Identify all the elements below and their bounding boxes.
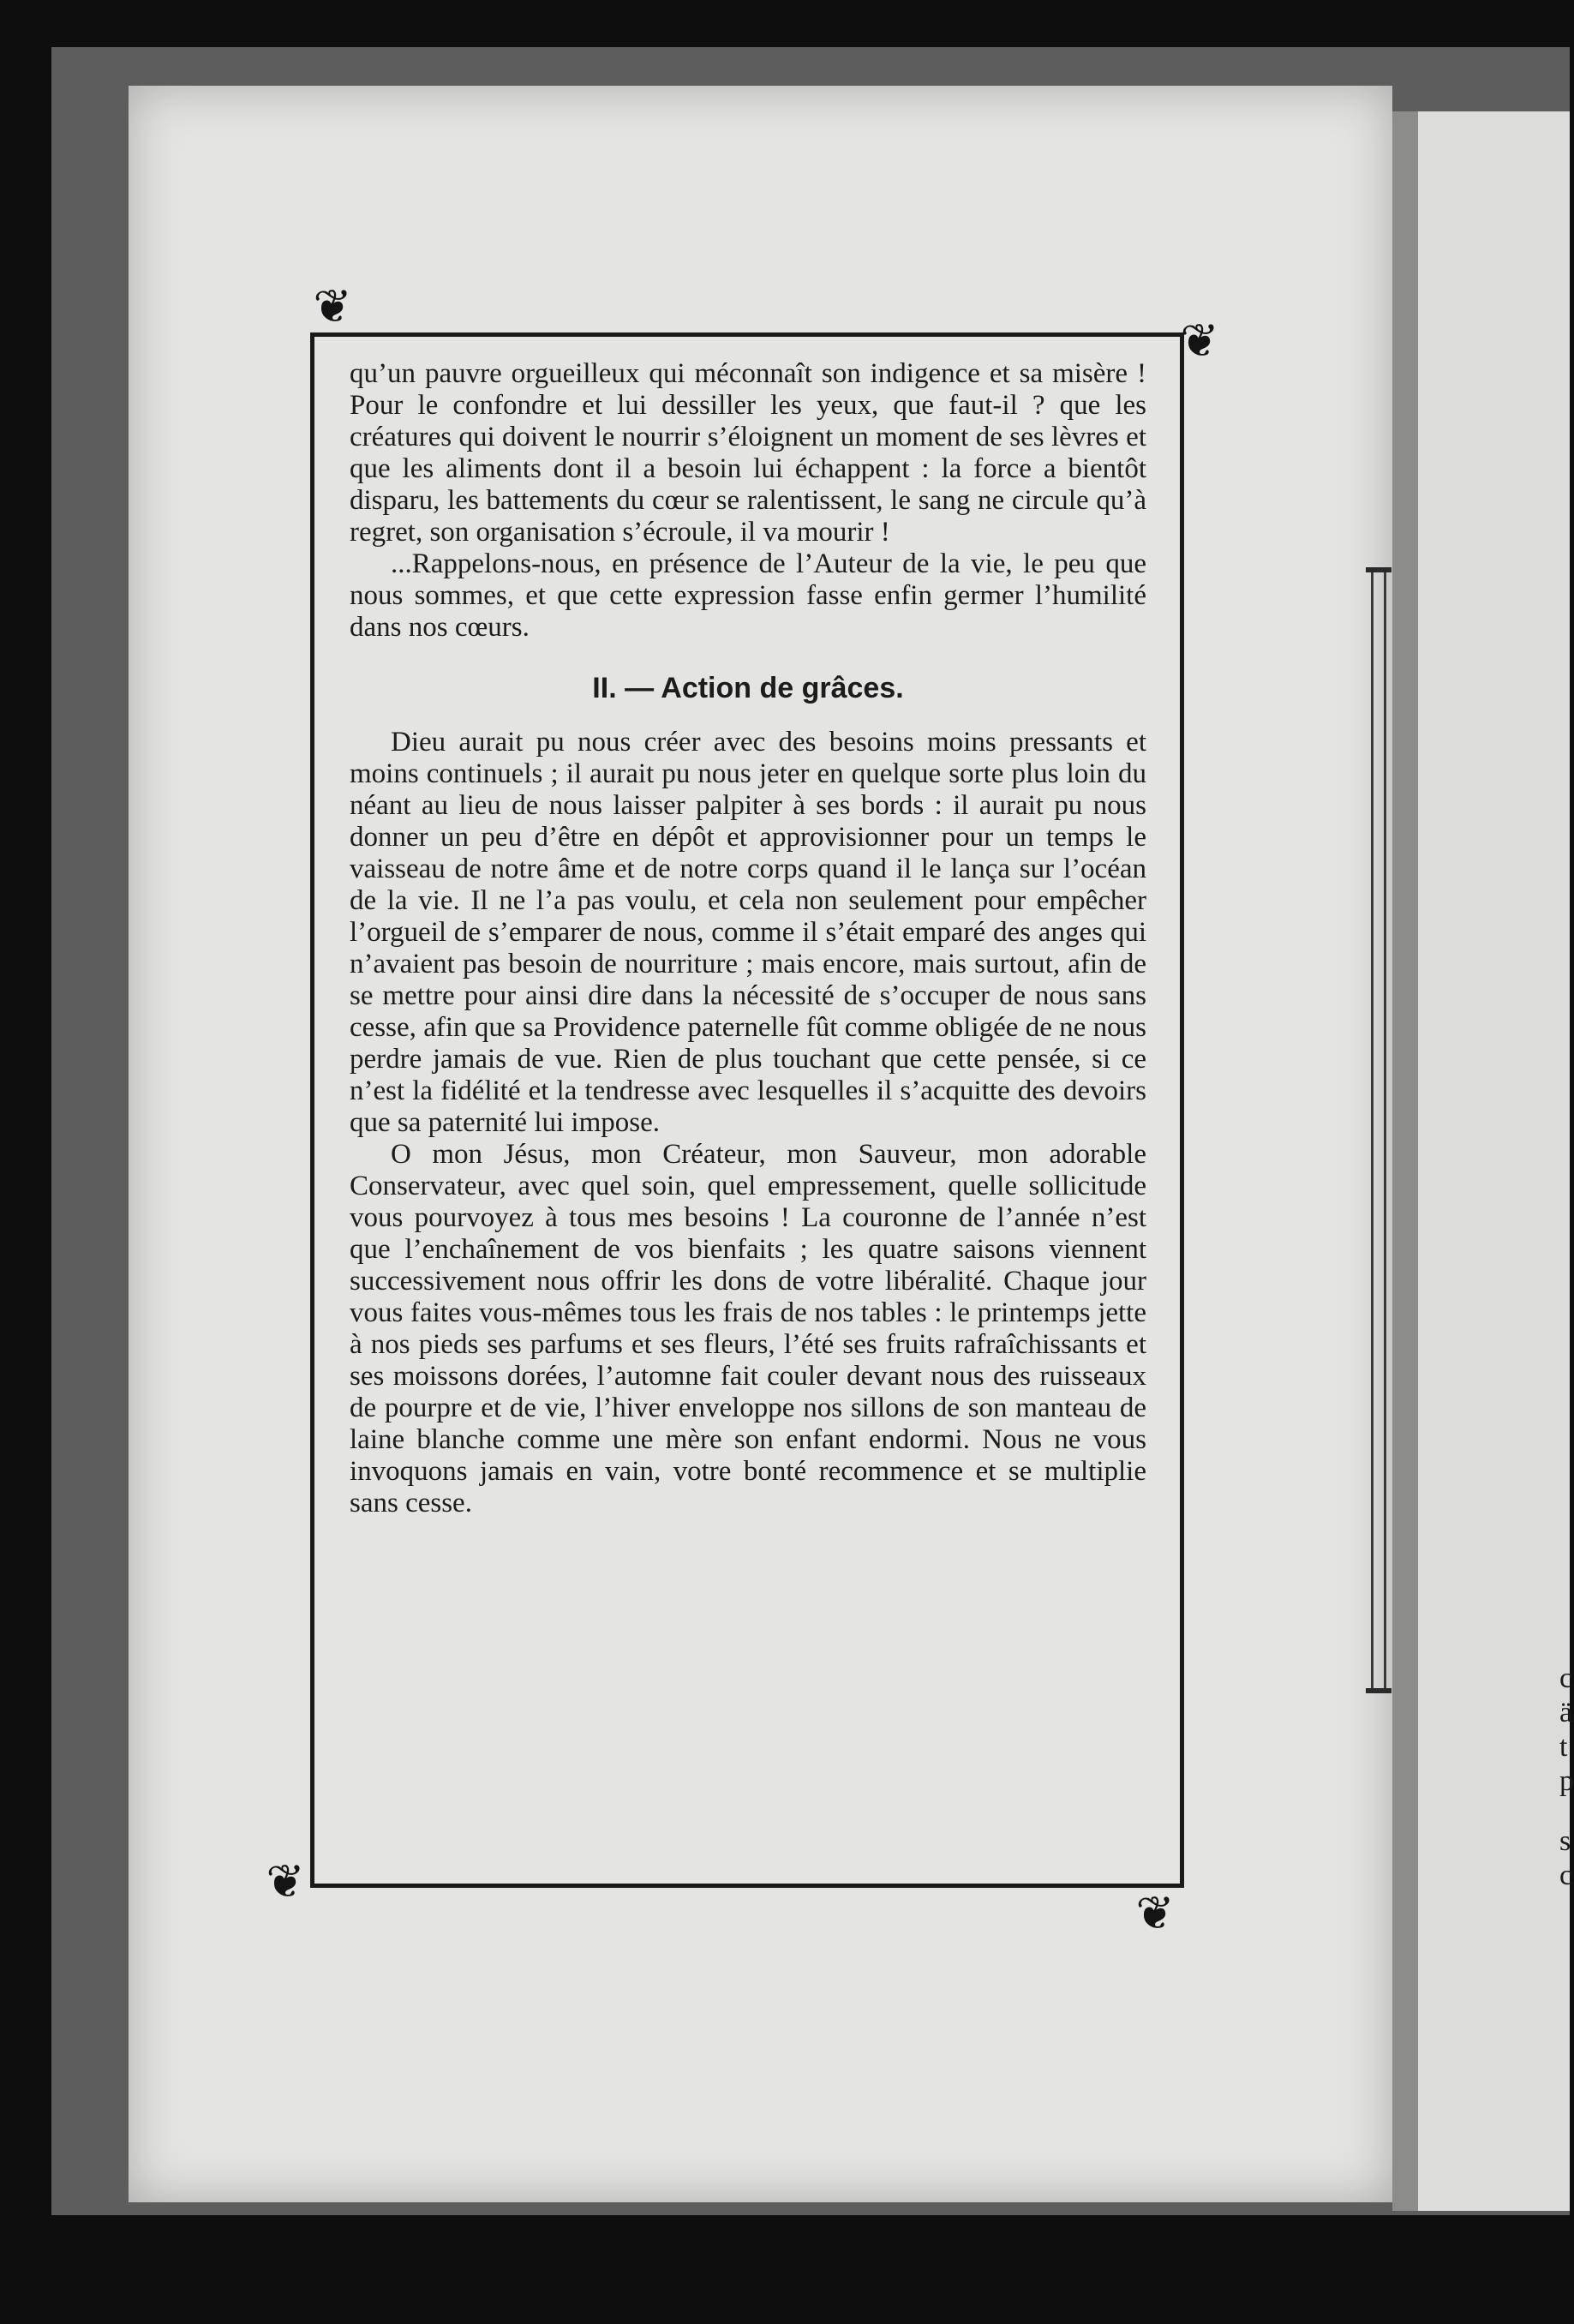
paragraph: ...Rappelons-nous, en présence de l’Auteur de la vie, le peu que nous sommes, et que cette expression fasse enfin germer l’humilité dans nos cœurs.	[350, 548, 1146, 643]
leaf-ornament-icon: ❦	[1180, 314, 1219, 368]
right-page-letter: ä	[1559, 1697, 1573, 1728]
rule-bottom-cap	[1366, 1688, 1391, 1693]
paragraph: Dieu aurait pu nous créer avec des besoins moins pressants et moins continuels ; il aurait pu nous jeter en quelque sorte plus loin du néant au lieu de nous laisser palpiter à ses bords : il aurait pu nous donner un peu d’être en dépôt et approvisionner pour un temps le vaisseau de notre âme et de notre corps quand il le lança sur l’océan de la vie. Il ne l’a pas voulu, et cela non seulement pour empêcher l’orgueil de s’emparer de nous, comme il s’était emparé des anges qui n’avaient pas besoin de nourriture ; mais encore, mais surtout, afin de se mettre pour ainsi dire dans la nécessité de s’occuper de nous sans cesse, afin que sa Providence paternelle fût comme obligée de ne nous perdre jamais de vue. Rien de plus touchant que cette pensée, si ce n’est la fidélité et la tendresse avec lesquelles il s’acquitte des devoirs que sa paternité lui impose.	[350, 727, 1146, 1138]
continuation-paragraph: qu’un pauvre orgueilleux qui méconnaît son indigence et sa misère ! Pour le confondre et lui dessiller les yeux, que faut-il ? que les créatures qui doivent le nourrir s’éloignent un moment de ses lèvres et que les aliments dont il a besoin lui échappent : la force a bientôt disparu, les battements du cœur se ralentissent, le sang ne circule qu’à regret, son organisation s’écroule, il va mourir !	[350, 358, 1146, 548]
paragraph: O mon Jésus, mon Créateur, mon Sauveur, mon adorable Conservateur, avec quel soin, quel empressement, quelle sollicitude vous pourvoyez à tous mes besoins ! La couronne de l’année n’est que l’enchaînement de vos bienfaits ; les quatre saisons viennent successivement nous offrir les dons de votre libéralité. Chaque jour vous faites vous-mêmes tous les frais de nos tables : le printemps jette à nos pieds ses parfums et ses fleurs, l’été ses fruits rafraîchissants et ses moissons dorées, l’automne fait couler devant nous des ruisseaux de pourpre et de vie, l’hiver enveloppe nos sillons de son manteau de laine blanche comme une mère son enfant endormi. Nous ne vous invoquons jamais en vain, votre bonté recommence et se multiplie sans cesse.	[350, 1139, 1146, 1518]
right-page-letter: c	[1559, 1662, 1573, 1694]
section-heading: II. — Action de grâces.	[592, 672, 904, 704]
leaf-ornament-icon: ❦	[266, 1854, 305, 1908]
right-page-letter: s	[1559, 1825, 1571, 1857]
right-page-letter: c	[1559, 1860, 1573, 1891]
vertical-ornament-rule	[1371, 570, 1386, 1692]
rule-top-cap	[1366, 567, 1391, 572]
leaf-ornament-icon: ❦	[1135, 1886, 1175, 1940]
book-gutter	[1392, 111, 1418, 2211]
right-page-letter: t	[1559, 1731, 1568, 1763]
right-page-edge	[1418, 111, 1573, 2211]
page-text-block	[350, 358, 1146, 1519]
leaf-ornament-icon: ❦	[313, 279, 352, 333]
right-page-letter: p	[1559, 1765, 1574, 1797]
